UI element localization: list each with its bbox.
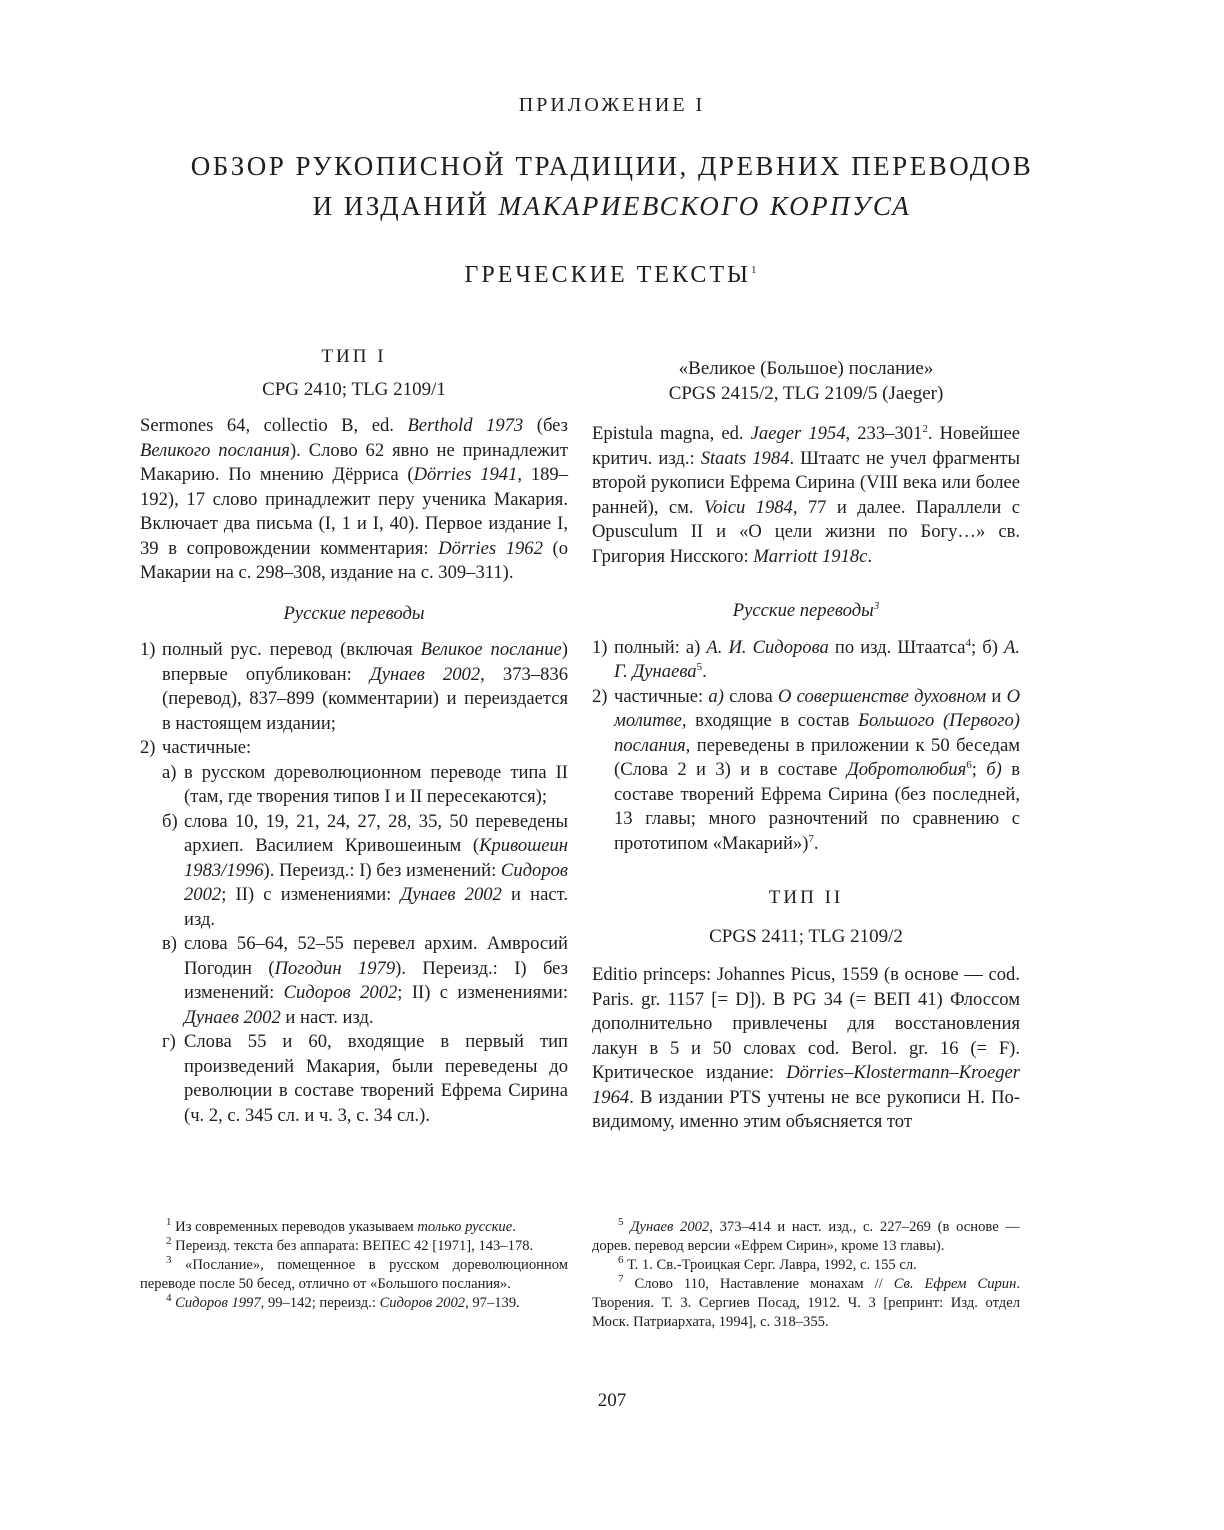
italic-text: Великого послания: [140, 439, 290, 461]
italic-text: А. Г. Дунаева: [614, 636, 1020, 682]
text-run: , 373–836 (перевод), 837–899 (комментарии) и переиздается в настоящем издании;: [162, 663, 568, 734]
sub-list-item-letter: б): [162, 810, 178, 832]
text-run: Слово 110, Наставление монахам //: [623, 1276, 894, 1292]
italic-text: Сидоров 1997: [175, 1295, 261, 1311]
footnotes-left: [140, 1218, 568, 1313]
footnote-ref: 2: [166, 1235, 172, 1248]
title-line-1: ОБЗОР РУКОПИСНОЙ ТРАДИЦИИ, ДРЕВНИХ ПЕРЕВОДОВ: [190, 151, 1034, 181]
italic-text: Дунаев 2002: [400, 884, 502, 905]
text-run: , переведены в приложении к 50 беседам (Слова 2 и 3) и в составе: [614, 734, 1020, 780]
type-1-heading: ТИП I: [321, 346, 387, 367]
italic-text: Дунаев 2002: [184, 1006, 281, 1028]
text-run: ;: [971, 759, 987, 780]
footnote: [140, 1256, 568, 1294]
sub-list-item: [162, 932, 568, 1030]
italic-text: Великое послание: [420, 639, 562, 660]
italic-text: О молитве: [614, 685, 1020, 731]
left-translations-list: [140, 638, 568, 1128]
italic-text: Berthold 1973: [407, 415, 524, 436]
sub-list-item: [162, 761, 568, 810]
text-run: Editio princeps: Johannes Picus, 1559 (в основе — cod. Paris. gr. 1157 [= D]). В PG 34 (= ВЕП 41) Флоссом дополнительно привлечены для восстановления лакун в 5 и 50 словах cod. Berol. gr. 16 (= F). Критическое издание:: [592, 964, 1020, 1083]
text-run: ; II) с изменениями:: [397, 982, 569, 1003]
text-run: . Новейшее критич. изд.:: [592, 423, 1021, 469]
italic-text: а): [708, 685, 724, 707]
italic-text: О совершенстве духовном: [777, 685, 987, 707]
right-translations-list: [592, 636, 1020, 857]
text-run: , 373–414 и наст. изд., с. 227–269 (в основе — дорев. перевод версии «Ефрем Сирин», кроме 13 главы).: [592, 1219, 1020, 1254]
great-epistle-description: [592, 422, 1020, 569]
text-run: Переизд. текста без аппарата: ВЕПЕС 42 [1971], 143–178.: [171, 1238, 534, 1254]
sub-list-item-text: [184, 1031, 568, 1126]
italic-text: Погодин 1979: [274, 957, 396, 979]
footnote: [140, 1218, 568, 1237]
text-run: Слова 55 и 60, входящие в первый тип произведений Макария, были переведены до революции в составе творений Ефрема Сирина (ч. 2, с. 345 сл. и ч. 3, с. 34 сл.).: [184, 1031, 568, 1126]
text-run: полный: а): [614, 636, 707, 658]
sub-list-item: [162, 1030, 568, 1128]
list-item-number: 1): [140, 639, 156, 660]
text-run: Из современных переводов указываем: [171, 1219, 418, 1235]
footnotes-right: [592, 1218, 1020, 1332]
title-line-2-italic: МАКАРИЕВСКОГО КОРПУСА: [498, 191, 912, 221]
text-run: и: [986, 685, 1007, 707]
footnote: [140, 1294, 568, 1313]
text-run: , 189–192), 17 слово принадлежит перу ученика Макария. Включает два письма (I, 1 и I, 40). Первое издание I, 39 в сопровождении комментария:: [140, 464, 569, 559]
text-run: Т. 1. Св.-Троицкая Серг. Лавра, 1992, с. 155 сл.: [623, 1257, 917, 1273]
type-1-catalog: CPG 2410; TLG 2109/1: [262, 378, 446, 400]
footnote-ref: 5: [618, 1216, 624, 1229]
text-run: ; II) с изменениями:: [221, 884, 401, 905]
great-epistle-catalog: CPGS 2415/2, TLG 2109/5 (Jaeger): [668, 382, 944, 404]
text-run: и наст. изд.: [184, 884, 568, 930]
text-run: ). Переизд.: I) без изменений:: [263, 859, 501, 881]
right-russian-translations-heading: [592, 599, 1020, 624]
sub-list: [162, 761, 568, 1129]
sub-list-item: [162, 810, 568, 933]
italic-text: б): [986, 759, 1002, 780]
italic-text: Dörries 1962: [438, 537, 543, 559]
italic-text: только русские: [417, 1219, 513, 1235]
title-line-2: [0, 186, 1224, 226]
left-column: [140, 345, 568, 1128]
list-item-number: 2): [592, 685, 608, 707]
list-item-text: [614, 686, 1020, 854]
text-run: ; б): [971, 636, 1004, 658]
list-item: [592, 685, 1020, 857]
text-run: ) впервые опубликован:: [162, 639, 568, 685]
text-run: , 77 и далее. Параллели с Opusculum II и «О цели жизни по Богу…» св. Григория Нисского:: [592, 496, 1020, 567]
text-run: . Штаатс не учел фрагменты второй рукописи Ефрема Сирина (VIII века или более ранней), см.: [592, 447, 1021, 518]
italic-text: Кривошеин 1983/1996: [184, 835, 568, 881]
type-2-heading: ТИП II: [768, 887, 844, 908]
footnote-ref: 5: [696, 660, 703, 673]
text-run: .: [512, 1219, 516, 1235]
footnote-ref: 6: [618, 1254, 624, 1267]
type-1-description: [140, 414, 568, 586]
footnote: [592, 1275, 1020, 1332]
text-run: .: [813, 832, 819, 854]
italic-text: Marriott 1918c: [753, 545, 868, 567]
text-run: частичные:: [614, 685, 709, 707]
italic-text: Voicu 1984: [703, 496, 793, 518]
page-title: [0, 146, 1224, 226]
italic-text: Добротолюбия: [846, 759, 967, 780]
list-item-label: частичные:: [162, 737, 252, 758]
list-item: [140, 638, 568, 736]
left-russian-translations-heading: Русские переводы: [283, 602, 425, 624]
italic-text: Св. Ефрем Сирин: [893, 1276, 1017, 1292]
italic-text: Jaeger 1954: [750, 423, 846, 444]
italic-text: Dörries 1941: [413, 464, 518, 485]
list-item: [140, 736, 568, 1128]
text-run: «Послание», помещенное в русском дореволюционном переводе после 50 бесед, отлично от «Большого послания».: [140, 1257, 568, 1292]
section-heading-text: ГРЕЧЕСКИЕ ТЕКСТЫ: [464, 262, 751, 288]
italic-text: Дунаев 2002: [369, 663, 481, 685]
text-run: (о Макарии на с. 298–308, издание на с. 309–311).: [140, 537, 569, 583]
footnote: [140, 1237, 568, 1256]
text-run: .: [867, 545, 873, 567]
text-run: и наст. изд.: [280, 1006, 374, 1028]
text-run: полный рус. перевод (включая: [162, 639, 421, 660]
sub-list-item-text: [184, 811, 568, 930]
text-run: (без: [523, 415, 568, 436]
italic-text: Большого (Первого) послания: [614, 710, 1020, 756]
italic-text: Сидоров 2002: [379, 1295, 466, 1311]
footnote: [592, 1218, 1020, 1256]
footnote-ref: 4: [166, 1292, 172, 1305]
footnote-ref: 2: [922, 422, 928, 435]
footnote-ref: 7: [808, 832, 814, 845]
subheading-text: Русские переводы: [732, 600, 874, 621]
text-run: . В издании PTS учтены не все рукописи H. По-видимому, именно этим объясняется тот: [592, 1086, 1020, 1132]
sub-list-item-letter: а): [162, 761, 177, 783]
italic-text: Staats 1984: [700, 447, 790, 469]
text-run: , 99–142; переизд.:: [260, 1295, 380, 1311]
footnote-ref-3: 3: [873, 599, 880, 612]
sub-list-item-text: [184, 762, 568, 808]
footnote-ref: 7: [618, 1273, 624, 1286]
section-heading: [0, 262, 1224, 289]
sub-list-item-text: [184, 933, 568, 1028]
list-item-number: 1): [592, 636, 608, 658]
text-run: Sermones 64, collectio B, ed.: [140, 415, 408, 436]
italic-text: Дунаев 2002: [630, 1219, 710, 1235]
text-run: .: [702, 661, 707, 682]
text-run: ). Переизд.: I) без изменений:: [184, 957, 568, 1003]
footnote-ref: 1: [166, 1216, 172, 1229]
italic-text: Сидоров 2002: [184, 859, 568, 905]
title-line-2-plain: И ИЗДАНИЙ: [312, 191, 499, 221]
text-run: слова 10, 19, 21, 24, 27, 28, 35, 50 переведены архиеп. Василием Кривошеиным (: [184, 810, 568, 856]
great-epistle-heading: «Великое (Большое) послание»: [678, 358, 934, 379]
appendix-label: ПРИЛОЖЕНИЕ I: [518, 94, 706, 116]
text-run: слова: [723, 685, 778, 707]
text-run: слова 56–64, 52–55 перевел архим. Амвросий Погодин (: [184, 933, 568, 979]
sub-list-item-letter: в): [162, 933, 177, 954]
type-2-catalog: CPGS 2411; TLG 2109/2: [709, 925, 903, 947]
text-run: Epistula magna, ed.: [592, 423, 751, 444]
text-run: , входящие в состав: [681, 710, 859, 731]
list-item-text: [614, 637, 1020, 683]
list-item-text: [162, 639, 568, 734]
sub-list-item-letter: г): [162, 1031, 176, 1052]
italic-text: Dörries–Klostermann–Kroeger 1964: [592, 1062, 1020, 1108]
text-run: , 233–301: [845, 423, 923, 444]
text-run: , 97–139.: [465, 1295, 520, 1311]
text-run: . Творения. Т. 3. Сергиев Посад, 1912. Ч. 3 [репринт: Изд. отдел Моск. Патриархата, 1994], с. 318–355.: [592, 1276, 1020, 1330]
footnote-ref: 6: [966, 758, 972, 771]
footnote: [592, 1256, 1020, 1275]
italic-text: Сидоров 2002: [283, 982, 398, 1003]
text-run: ). Слово 62 явно не принадлежит Макарию. По мнению Дёрриса (: [140, 439, 568, 485]
footnote-ref: 4: [965, 636, 972, 649]
italic-text: А. И. Сидорова: [706, 636, 829, 658]
text-run: по изд. Штаатса: [828, 636, 966, 658]
text-run: в русском дореволюционном переводе типа II (там, где творения типов I и II пересекаются);: [184, 761, 568, 807]
type-2-description: [592, 963, 1020, 1135]
list-item-number: 2): [140, 737, 156, 758]
footnote-ref: 3: [166, 1254, 172, 1267]
right-column: [592, 357, 1020, 1135]
text-run: в составе творений Ефрема Сирина (без последней, 13 главы; много разночтений по сравнению с прототипом «Макарий»): [614, 759, 1020, 854]
footnote-ref-1: 1: [750, 264, 760, 276]
list-item: [592, 636, 1020, 685]
page-number: 207: [597, 1390, 627, 1411]
